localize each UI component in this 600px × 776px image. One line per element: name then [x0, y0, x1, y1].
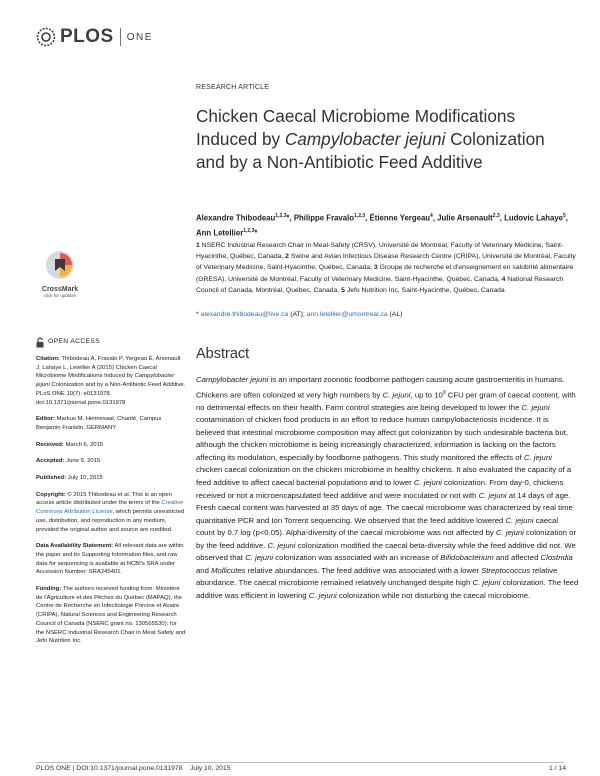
open-lock-icon — [36, 337, 44, 348]
license-link[interactable]: Creative Commons Attribution License — [36, 500, 184, 516]
abstract-heading: Abstract — [196, 346, 250, 362]
email-tag-at: (AT); — [288, 311, 307, 318]
received-label: Received: — [36, 441, 64, 448]
citation-text-2: Colonization and by a Non-Antibiotic Feed Additive. PLoS ONE 10(7): e0131978. doi:10.1371/journal.pone.0131978 — [36, 382, 186, 406]
affiliation-text: National Research Council of Canada, Montréal, Québec, Canada, — [196, 275, 564, 294]
abstract-text: contamination of chicken food products in an effort to reduce human campylobacteriosis incidence. It is believed that intestinal microbiome composition may affect gut colonization by such undesirable bacteria but, although the chicken microbiome is being increasingly characterized, information is lacking on the factors affecting its modulation, especially by foodborne pathogens. This study monitored the effects of — [196, 415, 569, 462]
abstract-text: relative abundances. The feed additive was associated with a lower — [245, 565, 482, 575]
abstract-italic-term: C. jejuni — [495, 528, 524, 538]
email-tag-al: (AL) — [387, 311, 403, 318]
affiliation-text: NSERC Industrial Research Chair in Meat-Safety (CRSV), Université de Montréal, Faculty of Veterinary Medicine, Saint-Hyacinthe, Québec, Canada, — [196, 242, 564, 261]
abstract-italic-term: C. jejuni — [521, 402, 550, 412]
received-date: March 6, 2015 — [63, 441, 104, 448]
affiliation-number: 5 — [341, 286, 345, 294]
author-name: Philippe Fravalo — [293, 213, 355, 223]
abstract-text: chicken caecal colonization on the chicken microbiome in healthy chickens. It also evaluated the capacity of a feed additive to affect caecal bacterial populations and to lower — [196, 465, 572, 487]
accepted-label: Accepted: — [36, 458, 65, 465]
author-name: Ludovic Lahaye — [504, 213, 564, 223]
abstract-italic-term: C. jejuni — [505, 515, 534, 525]
citation-italic: Campylobacter jejuni — [36, 373, 175, 389]
author-affiliation-sup: 1,2,3 — [243, 227, 255, 234]
abstract-text: and affected — [493, 553, 541, 563]
author-separator: , — [289, 213, 294, 223]
abstract-text: is an important zoonotic foodborne pathogen causing acute gastroenteritis in humans. Chickens are often colonized at very high numbers by — [196, 375, 565, 400]
title-italic: Campylobacter jejuni — [284, 129, 446, 149]
editor-text: Markus M. Heimesaat, Charité, Campus Benjamin Franklin, GERMANY — [36, 416, 162, 431]
article-type: RESEARCH ARTICLE — [196, 84, 270, 91]
author-name: Alexandre Thibodeau — [196, 213, 276, 223]
editor-label: Editor: — [36, 416, 55, 423]
author-affiliation-sup: 2,3 — [492, 213, 500, 219]
abstract-italic-term: C. jejuni — [267, 540, 296, 550]
abstract-text: colonization modified the caecal beta-diversity while the feed additive did not. We observed that — [196, 540, 576, 563]
affiliations — [196, 240, 581, 296]
plos-logo-icon — [36, 27, 56, 47]
crossmark-badge[interactable] — [40, 250, 80, 298]
author-affiliation-sup: 5 — [563, 213, 566, 219]
author-affiliation-sup: 1,2,3 — [275, 213, 287, 219]
correspondence-mark: * — [196, 311, 199, 318]
abstract-text: colonization was associated with an increase of — [273, 553, 441, 563]
received-block — [36, 441, 186, 450]
page-number: 1 / 14 — [548, 765, 566, 772]
author-affiliation-sup: 1,2,3 — [354, 213, 366, 219]
published-date: July 10, 2015 — [66, 475, 103, 482]
author-separator: , — [565, 213, 568, 223]
crossmark-sub: click for updates — [43, 293, 77, 298]
editor-block — [36, 415, 186, 432]
copyright-label: Copyright: — [36, 491, 66, 498]
abstract-text: and — [196, 565, 212, 575]
published-label: Published: — [36, 475, 67, 482]
author-separator: , — [499, 213, 505, 223]
article-info-sidebar — [36, 337, 186, 654]
title-part-1: Chicken Caecal Microbiome Modifications Induced by — [196, 106, 516, 149]
abstract-italic-term: C. jejuni — [308, 590, 337, 600]
abstract-text: colonization. From day-0, chickens received or not a microencapsulated feed additive and were inoculated or not with — [196, 477, 564, 500]
author-list — [196, 210, 576, 239]
copyright-text-2: , which permits unrestricted use, distribution, and reproduction in any medium, provided the original author and source are credited. — [36, 509, 185, 533]
citation-block — [36, 355, 186, 407]
crossmark-label: CrossMark — [41, 286, 79, 293]
copyright-block — [36, 491, 186, 535]
author-affiliation-sup: 4 — [430, 213, 433, 219]
corresponding-mark: * — [286, 213, 290, 223]
author-name: Étienne Yergeau — [369, 213, 431, 223]
article-title — [196, 105, 568, 174]
corresponding-mark: * — [254, 228, 258, 238]
funding-block — [36, 585, 186, 646]
author-separator: , — [365, 213, 370, 223]
affiliation-number: 2 — [285, 253, 289, 261]
abstract-italic-term: Mollicutes — [211, 565, 246, 575]
data-availability-text: All relevant data are within the paper and its Supporting Information files, and raw data for sequencing is available at NCBI's SRA under Accession Number: SRA245401. — [36, 543, 184, 576]
abstract-text: caecal count by 0.7 log (p<0.05). Alpha-diversity of the caecal microbiome was not affected by — [196, 515, 559, 538]
accepted-date: June 9, 2015 — [64, 458, 101, 465]
abstract-italic-term: Clostridia — [540, 553, 573, 563]
abstract-italic-term: C. jejuni — [478, 490, 507, 500]
abstract-italic-term: Bifidobacterium — [440, 553, 494, 563]
abstract-text: colonization while not disturbing the caecal microbiome. — [336, 590, 531, 600]
abstract-text: CFU per gram of caecal content, with no detrimental effects on their health. Farm control strategies are being developed to lower the — [196, 390, 576, 412]
abstract-text: colonization. The feed additive was efficient in lowering — [196, 578, 579, 600]
abstract-italic-term: C. jejuni — [523, 452, 552, 462]
affiliation-text: Groupe de recherche et d'enseignement en salubrité alimentaire (GRESA), Université de Montréal, Faculty of Veterinary Medicine, Saint-Hyacinthe, Québec, Canada, — [196, 264, 574, 283]
abstract-text: 9 — [442, 389, 446, 396]
footer-citation: PLOS ONE | DOI:10.1371/journal.pone.0131978 July 10, 2015 — [36, 765, 231, 772]
data-availability-label: Data Availability Statement: — [36, 543, 114, 550]
data-availability-block — [36, 542, 186, 577]
journal-name: ONE — [126, 31, 153, 43]
abstract-italic-term: C. jejuni — [245, 553, 274, 563]
author-name: Ann Letellier — [196, 228, 244, 238]
abstract-italic-term: Streptococcus — [481, 565, 531, 575]
author-name: Julie Arsenault — [437, 213, 493, 223]
funding-label: Funding: — [36, 586, 62, 593]
abstract-text: , up to 10 — [410, 390, 443, 400]
abstract-italic-term: C. jejuni — [413, 477, 442, 487]
email-link-at[interactable]: alexandre.thibodeau@live.ca — [200, 311, 289, 318]
abstract-italic-term: Campylobacter jejuni — [196, 375, 269, 384]
funding-text: The authors received funding from: Ministère de l'Agriculture et des Pêches du Québec (MAPAQ), the Centre de Recherche en Infectiologie Porcine et Avaire (CRIPA), Natural Sciences and Engineering Research Council of Canada (NSERC grant no. 130565530); for the NSERC Industrial Research Chair in Meat Safety and Jefo Nutrition Inc. — [36, 586, 186, 645]
open-access-badge — [36, 337, 186, 348]
affiliation-number: 4 — [501, 275, 506, 283]
affiliation-text: Jefo Nutrition Inc, Saint-Hyacinthe, Québec, Canada — [346, 286, 505, 294]
citation-text-1: Thibodeau A, Fravalo P, Yergeau É, Arsenault J, Lahaye L, Letellier A (2015) Chicken Caecal Microbiome Modifications Induced by — [36, 356, 181, 380]
logo-wordmark: PLOS — [60, 26, 114, 47]
affiliation-number: 1 — [196, 242, 200, 249]
abstract-text: colonization or by the feed additive. — [196, 528, 577, 550]
title-part-2: Colonization and by a Non-Antibiotic Feed Additive — [196, 129, 545, 172]
plos-one-logo[interactable] — [36, 26, 153, 48]
citation-label: Citation: — [36, 356, 60, 362]
affiliation-number: 3 — [373, 264, 378, 272]
email-link-al[interactable]: ann.letellier@umontreal.ca — [306, 311, 388, 318]
logo-divider — [120, 28, 121, 46]
published-block — [36, 474, 186, 483]
abstract-italic-term: C. jejuni — [472, 578, 501, 588]
footer-divider — [36, 762, 564, 763]
abstract-text: at 14 days of age. Fresh caecal content was harvested at 35 days of age. The caecal microbiome was characterized by real time quantitative PCR and Ion Torrent sequencing. We observed that the feed additive lowered — [196, 490, 573, 525]
copyright-text-1: © 2015 Thibodeau et al. This is an open access article distributed under the terms of the — [36, 491, 172, 507]
author-separator: , — [432, 213, 438, 223]
accepted-block — [36, 457, 186, 466]
abstract-italic-term: C. jejuni — [382, 390, 411, 400]
open-access-label: OPEN ACCESS — [48, 338, 101, 346]
correspondence — [196, 311, 402, 318]
abstract-text: relative abundance. The caecal microbiome remained relatively unchanged despite high — [196, 565, 558, 588]
abstract-body — [196, 374, 579, 602]
affiliation-text: Swine and Avian Infectious Disease Research Centre (CRIPA), Université de Montréal, Faculty of Veterinary Medicine, Saint-Hyacinthe, Québec, Canada, — [196, 253, 576, 272]
crossmark-icon — [45, 250, 75, 280]
